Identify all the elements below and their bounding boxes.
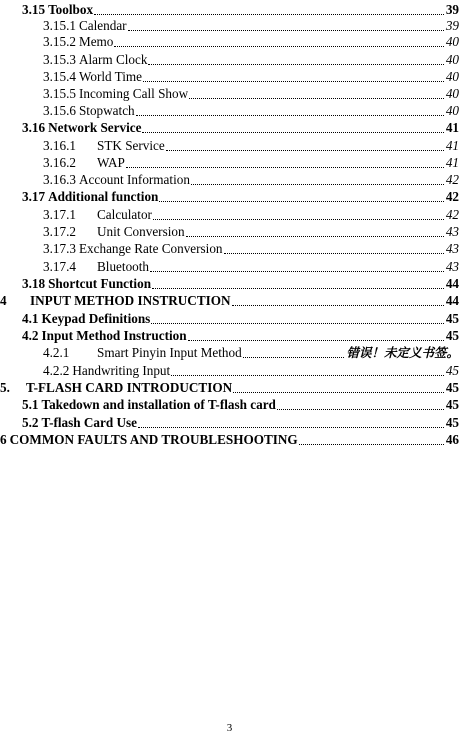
- toc-entry-page: 43: [445, 241, 459, 256]
- toc-entry-label: STK Service: [97, 138, 165, 153]
- toc-entry-page: 43: [445, 259, 459, 274]
- toc-entry-page: 42: [445, 172, 459, 187]
- toc-entry[interactable]: [43, 136, 459, 154]
- dot-leader: [186, 235, 444, 237]
- toc-entry-title: [22, 397, 276, 413]
- dot-leader: [151, 322, 444, 324]
- toc-entry-number: 3.17.1: [43, 207, 76, 222]
- toc-entry-label: Incoming Call Show: [78, 86, 189, 101]
- dot-leader: [243, 356, 345, 358]
- toc-entry-page: 45: [445, 397, 459, 412]
- toc-entry-page: 40: [445, 103, 459, 118]
- toc-entry-number: 4: [0, 293, 7, 308]
- dot-leader: [94, 13, 444, 15]
- dot-leader: [232, 304, 444, 306]
- toc-entry-number: 3.15.4: [43, 69, 76, 84]
- toc-entry-label: Keypad Definitions: [41, 311, 151, 326]
- toc-entry[interactable]: [43, 361, 459, 379]
- toc-entry-title: [22, 415, 137, 431]
- toc-entry-number: 4.2.2: [43, 363, 70, 378]
- toc-entry-title: [22, 311, 150, 327]
- toc-entry-number: 5.1: [22, 397, 39, 412]
- toc-entry-title: [22, 276, 151, 292]
- toc-entry[interactable]: [43, 222, 459, 240]
- toc-entry-number: 5.2: [22, 415, 39, 430]
- toc-entry[interactable]: [43, 101, 459, 119]
- toc-entry-page: 45: [445, 363, 459, 378]
- toc-entry-label: Account Information: [78, 172, 190, 187]
- toc-entry-title: [43, 172, 190, 188]
- toc-entry-page: 42: [445, 207, 459, 222]
- toc-entry-label: Toolbox: [48, 2, 94, 17]
- toc-entry-page: 41: [445, 155, 459, 170]
- toc-entry-number: 3.15: [22, 2, 46, 17]
- toc-entry-title: [43, 86, 188, 102]
- toc-entry-label: Takedown and installation of T-flash card: [41, 397, 276, 412]
- toc-entry-label: WAP: [97, 155, 125, 170]
- toc-entry-label: Input Method Instruction: [41, 328, 187, 343]
- toc-entry[interactable]: [22, 326, 459, 344]
- toc-entry[interactable]: [0, 430, 459, 448]
- dot-leader: [189, 97, 444, 99]
- toc-entry-label: Shortcut Function: [48, 276, 152, 291]
- dot-leader: [299, 443, 444, 445]
- toc-entry-page: 45: [445, 328, 459, 343]
- toc-entry-number: 3.17.4: [43, 259, 76, 274]
- toc-entry[interactable]: [0, 378, 459, 396]
- toc-entry-title: [43, 34, 113, 50]
- toc-entry[interactable]: [43, 343, 459, 361]
- toc-entry-label: Memo: [78, 34, 114, 49]
- toc-entry-page: 39: [445, 18, 459, 33]
- toc-entry-title: [43, 259, 149, 275]
- toc-entry-title: [43, 224, 185, 240]
- toc-entry-label: Exchange Rate Conversion: [78, 241, 223, 256]
- toc-entry-title: [0, 380, 232, 396]
- toc-entry-number: 4.2.1: [43, 345, 70, 360]
- toc-entry-number: 3.15.3: [43, 52, 76, 67]
- toc-entry-title: [43, 155, 125, 171]
- dot-leader: [153, 218, 444, 220]
- dot-leader: [152, 287, 444, 289]
- toc-entry-title: [43, 345, 242, 361]
- dot-leader: [128, 29, 444, 31]
- toc-entry-label: Calculator: [97, 207, 152, 222]
- toc-entry-number: 5.: [0, 380, 10, 395]
- toc-entry[interactable]: [43, 205, 459, 223]
- toc-entry[interactable]: [0, 291, 459, 309]
- dot-leader: [150, 270, 444, 272]
- toc-entry-page: 44: [445, 276, 459, 291]
- dot-leader: [224, 252, 444, 254]
- toc-entry-label: Alarm Clock: [78, 52, 148, 67]
- toc-entry-page: 43: [445, 224, 459, 239]
- toc-entry-label: Network Service: [48, 120, 142, 135]
- toc-entry-number: 3.17: [22, 189, 46, 204]
- toc-entry-number: 3.15.1: [43, 18, 76, 33]
- toc-entry-label: Handwriting Input: [72, 363, 171, 378]
- toc-entry[interactable]: [22, 309, 459, 327]
- dot-leader: [159, 200, 443, 202]
- toc-entry-number: 3.15.5: [43, 86, 76, 101]
- toc-entry-label: COMMON FAULTS AND TROUBLESHOOTING: [9, 432, 298, 447]
- dot-leader: [136, 114, 444, 116]
- toc-entry[interactable]: [43, 67, 459, 85]
- toc-entry[interactable]: [43, 32, 459, 50]
- toc-entry-title: [22, 120, 141, 136]
- toc-entry-page: 45: [445, 311, 459, 326]
- dot-leader: [171, 374, 444, 376]
- dot-leader: [138, 426, 444, 428]
- toc-entry-title: [0, 293, 231, 309]
- toc-entry-page: 40: [445, 34, 459, 49]
- toc-entry[interactable]: [22, 187, 459, 205]
- toc-entry-page: 40: [445, 69, 459, 84]
- toc-entry[interactable]: [43, 84, 459, 102]
- toc-entry-label: Stopwatch: [78, 103, 135, 118]
- toc-entry-number: 4.2: [22, 328, 39, 343]
- toc-entry-page: 40: [445, 86, 459, 101]
- toc-entry-label: T-FLASH CARD INTRODUCTION: [26, 380, 233, 395]
- toc-entry-page: 46: [445, 432, 459, 447]
- toc-entry-title: [43, 138, 165, 154]
- toc-entry-label: Calendar: [78, 18, 127, 33]
- toc-entry-page: 40: [445, 52, 459, 67]
- toc-entry-title: [43, 241, 223, 257]
- toc-entry-label: INPUT METHOD INSTRUCTION: [30, 293, 231, 308]
- toc-entry[interactable]: [22, 413, 459, 431]
- toc-entry-label: Smart Pinyin Input Method: [97, 345, 242, 360]
- toc-entry-title: [0, 432, 298, 448]
- toc-entry-label: World Time: [78, 69, 143, 84]
- toc-entry-page: 45: [445, 415, 459, 430]
- toc-entry-label: Unit Conversion: [97, 224, 185, 239]
- toc-entry-number: 3.16.2: [43, 155, 76, 170]
- toc-entry-number: 3.17.3: [43, 241, 76, 256]
- toc-entry-label: T-flash Card Use: [41, 415, 137, 430]
- toc-entry[interactable]: [22, 274, 459, 292]
- toc-entry-number: 4.1: [22, 311, 39, 326]
- dot-leader: [114, 45, 443, 47]
- dot-leader: [233, 391, 444, 393]
- toc-entry-page: 45: [445, 380, 459, 395]
- dot-leader: [191, 183, 444, 185]
- toc-entry-number: 3.16.3: [43, 172, 76, 187]
- toc-entry-label: Additional function: [48, 189, 159, 204]
- toc-entry-page: 44: [445, 293, 459, 308]
- dot-leader: [166, 149, 444, 151]
- toc-entry-number: 3.16: [22, 120, 46, 135]
- dot-leader: [143, 80, 444, 82]
- toc-entry-page: 错误！未定义书签。: [346, 345, 459, 360]
- toc-entry[interactable]: [43, 50, 459, 68]
- toc-entry-number: 3.17.2: [43, 224, 76, 239]
- toc-entry[interactable]: [43, 170, 459, 188]
- dot-leader: [188, 339, 444, 341]
- toc-entry-page: 42: [445, 189, 459, 204]
- toc-entry-page: 39: [445, 2, 459, 17]
- toc-entry-title: [43, 69, 142, 85]
- toc-entry-title: [22, 189, 158, 205]
- toc-entry-page: 41: [445, 120, 459, 135]
- toc-entry-title: [43, 207, 152, 223]
- dot-leader: [126, 166, 444, 168]
- toc-entry[interactable]: [43, 153, 459, 171]
- toc-entry-number: 6: [0, 432, 7, 447]
- page-number: 3: [226, 722, 233, 734]
- dot-leader: [148, 63, 443, 65]
- toc-entry-number: 3.15.6: [43, 103, 76, 118]
- toc-entry[interactable]: [43, 239, 459, 257]
- toc-entry-number: 3.16.1: [43, 138, 76, 153]
- toc-entry-number: 3.15.2: [43, 34, 76, 49]
- dot-leader: [142, 131, 443, 133]
- toc-entry-title: [43, 52, 147, 68]
- toc-entry-page: 41: [445, 138, 459, 153]
- toc-entry-number: 3.18: [22, 276, 46, 291]
- toc-entry-title: [43, 363, 170, 379]
- toc-entry-title: [43, 103, 135, 119]
- toc-entry[interactable]: [22, 118, 459, 136]
- toc-entry[interactable]: [22, 395, 459, 413]
- toc-entry-title: [22, 328, 187, 344]
- dot-leader: [277, 408, 444, 410]
- toc-entry-label: Bluetooth: [97, 259, 150, 274]
- toc-entry[interactable]: [43, 257, 459, 275]
